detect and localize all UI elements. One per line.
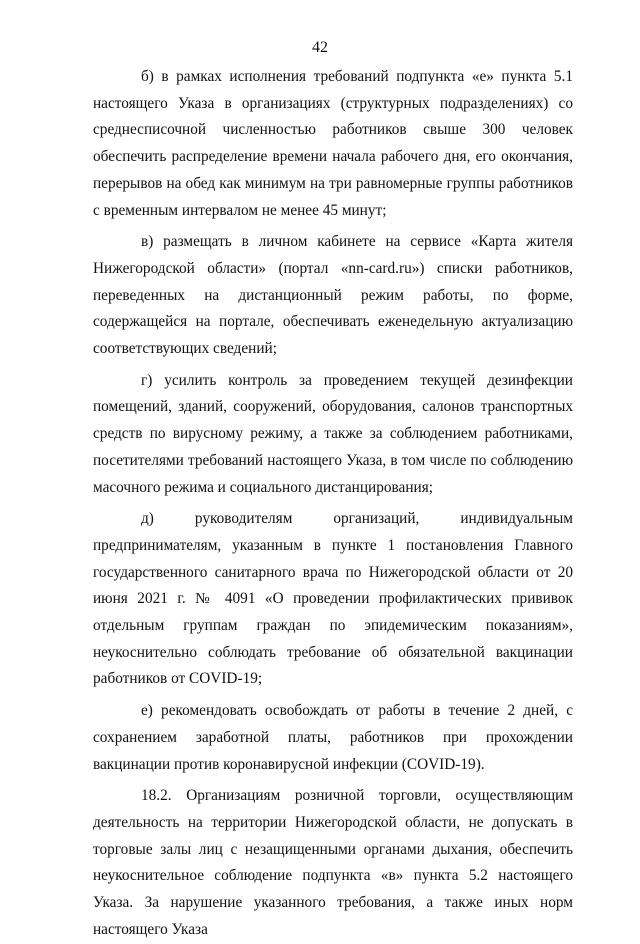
paragraph-g: г) усилить контроль за проведением текущей дезинфекции помещений, зданий, сооружений, оборудования, салонов транспортных средств по вирусному режиму, а также за соблюдением работниками, посетителями требований настоящего Указа, в том числе по соблюдению масочного режима и социального дистанцирования; <box>93 371 573 496</box>
document-body <box>93 64 573 944</box>
paragraph-v: в) размещать в личном кабинете на сервисе «Карта жителя Нижегородской области» (портал «nn-card.ru») списки работников, переведенных на дистанционный режим работы, по форме, содержащейся на портале, обеспечивать еженедельную актуализацию соответствующих сведений; <box>93 233 573 358</box>
paragraph-18-2: 18.2. Организациям розничной торговли, осуществляющим деятельность на территории Нижегородской области, не допускать в торговые залы лиц с незащищенными органами дыхания, обеспечить неукоснительное соблюдение подпункта «в» пункта 5.2 настоящего Указа. За нарушение указанного требования, а также иных норм настоящего Указа <box>93 787 573 938</box>
paragraph-b: б) в рамках исполнения требований подпункта «е» пункта 5.1 настоящего Указа в организациях (структурных подразделениях) со среднесписочной численностью работников свыше 300 человек обеспечить распределение времени начала рабочего дня, его окончания, перерывов на обед как минимум на три равномерные группы работников с временным интервалом не менее 45 минут; <box>93 68 573 219</box>
paragraph-d: д) руководителям организаций, индивидуальным предпринимателям, указанным в пункте 1 постановления Главного государственного санитарного врача по Нижегородской области от 20 июня 2021 г. № 4091 «О проведении профилактических прививок отдельным группам граждан по эпидемическим показаниям», неукоснительно соблюдать требование об обязательной вакцинации работников от COVID-19; <box>93 510 573 688</box>
paragraph-e: е) рекомендовать освобождать от работы в течение 2 дней, с сохранением заработной платы, работников при прохождении вакцинации против коронавирусной инфекции (COVID-19). <box>93 702 573 773</box>
page-number: 42 <box>312 39 328 56</box>
